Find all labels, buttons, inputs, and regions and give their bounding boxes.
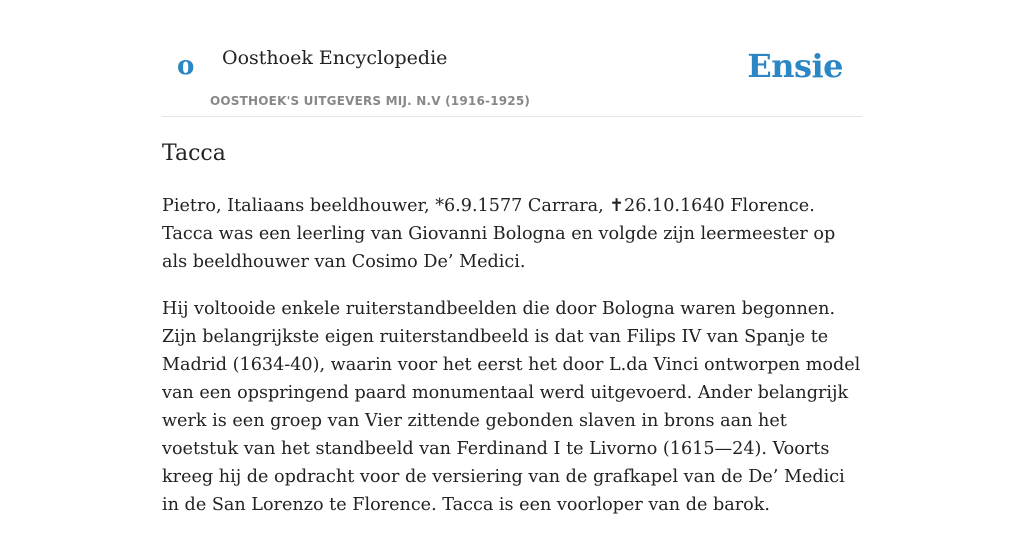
site-subtitle: OOSTHOEK'S UITGEVERS MIJ. N.V (1916-1925) <box>210 94 531 108</box>
site-header <box>162 0 862 117</box>
page-container <box>162 0 862 515</box>
article-body <box>162 192 862 538</box>
article-paragraph: Pietro, Italiaans beeldhouwer, *6.9.1577 Carrara, ✝26.10.1640 Florence. Tacca was een leerling van Giovanni Bologna en volgde zijn leermeester op als beeldhouwer van Cosimo De’ Medici. <box>162 196 836 272</box>
article-title: Tacca <box>162 141 226 166</box>
article-paragraph: Hij voltooide enkele ruiterstandbeelden die door Bologna waren begonnen. Zijn belangrijkste eigen ruiterstandbeeld is dat van Filips IV van Spanje te Madrid (1634-40), waarin voor het eerst het door L.da Vinci ontworpen model van een opspringend paard monumentaal werd uitgevoerd. Ander belangrijk werk is een groep van Vier zittende gebonden slaven in brons aan het voetstuk van het standbeeld van Ferdinand I te Livorno (1615—24). Voorts kreeg hij de opdracht voor de versiering van de grafkapel van de De’ Medici in de San Lorenzo te Florence. Tacca is een voorloper van de barok. <box>162 299 861 515</box>
ensie-logo-link[interactable]: Ensie <box>747 47 843 85</box>
site-title[interactable]: Oosthoek Encyclopedie <box>222 47 448 69</box>
oosthoek-logo-icon[interactable]: o <box>177 51 195 81</box>
